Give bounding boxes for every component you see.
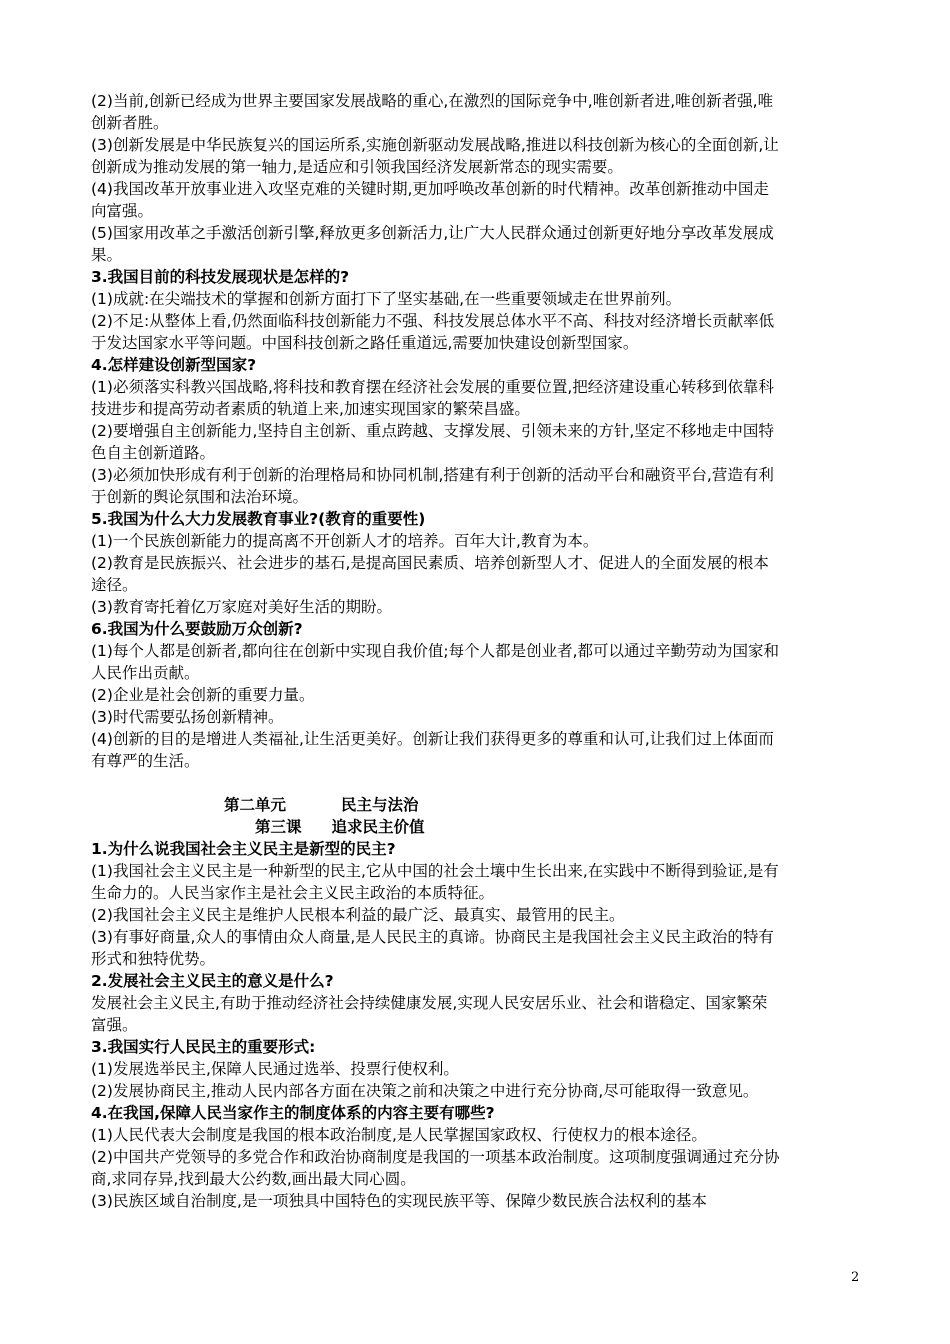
question-heading: 4.怎样建设创新型国家? (91, 356, 257, 374)
lesson-label: 第三课 (255, 818, 302, 836)
paragraph: (2)教育是民族振兴、社会进步的基石,是提高国民素质、培养创新型人才、促进人的全面发展的根本途径。 (91, 554, 769, 594)
question-heading: 6.我国为什么要鼓励万众创新? (91, 620, 303, 638)
unit-title: 民主与法治 (341, 796, 419, 814)
paragraph: (2)中国共产党领导的多党合作和政治协商制度是我国的一项基本政治制度。这项制度强调通过充分协商,求同存异,找到最大公约数,画出最大同心圆。 (91, 1148, 780, 1188)
paragraph: (3)创新发展是中华民族复兴的国运所系,实施创新驱动发展战略,推进以科技创新为核心的全面创新,让创新成为推动发展的第一轴力,是适应和引领我国经济发展新常态的现实需要。 (91, 136, 779, 176)
document-body (91, 90, 781, 1212)
paragraph: (3)必须加快形成有利于创新的治理格局和协同机制,搭建有利于创新的活动平台和融资平台,营造有利于创新的舆论氛围和法治环境。 (91, 466, 774, 506)
paragraph: (4)创新的目的是增进人类福祉,让生活更美好。创新让我们获得更多的尊重和认可,让我们过上体面而有尊严的生活。 (91, 730, 774, 770)
paragraph: (2)企业是社会创新的重要力量。 (91, 686, 315, 704)
paragraph: 发展社会主义民主,有助于推动经济社会持续健康发展,实现人民安居乐业、社会和谐稳定、国家繁荣富强。 (91, 994, 768, 1034)
paragraph: (1)每个人都是创新者,都向往在创新中实现自我价值;每个人都是创业者,都可以通过辛勤劳动为国家和人民作出贡献。 (91, 642, 780, 682)
paragraph: (2)不足:从整体上看,仍然面临科技创新能力不强、科技发展总体水平不高、科技对经济增长贡献率低于发达国家水平等问题。中国科技创新之路任重道远,需要加快建设创新型国家。 (91, 312, 775, 352)
paragraph: (2)当前,创新已经成为世界主要国家发展战略的重心,在激烈的国际竞争中,唯创新者进,唯创新者强,唯创新者胜。 (91, 92, 774, 132)
paragraph: (3)教育寄托着亿万家庭对美好生活的期盼。 (91, 598, 392, 616)
question-heading: 1.为什么说我国社会主义民主是新型的民主? (91, 840, 396, 858)
paragraph: (2)发展协商民主,推动人民内部各方面在决策之前和决策之中进行充分协商,尽可能取得一致意见。 (91, 1082, 759, 1100)
lesson-title-row (91, 816, 781, 838)
paragraph: (1)我国社会主义民主是一种新型的民主,它从中国的社会土壤中生长出来,在实践中不断得到验证,是有生命力的。人民当家作主是社会主义民主政治的本质特征。 (91, 862, 779, 902)
question-heading: 5.我国为什么大力发展教育事业?(教育的重要性) (91, 510, 426, 528)
unit-title-row (91, 794, 781, 816)
paragraph: (3)时代需要弘扬创新精神。 (91, 708, 284, 726)
paragraph: (1)必须落实科教兴国战略,将科技和教育摆在经济社会发展的重要位置,把经济建设重心转移到依靠科技进步和提高劳动者素质的轨道上来,加速实现国家的繁荣昌盛。 (91, 378, 774, 418)
paragraph: (1)一个民族创新能力的提高离不开创新人才的培养。百年大计,教育为本。 (91, 532, 599, 550)
paragraph: (2)我国社会主义民主是维护人民根本利益的最广泛、最真实、最管用的民主。 (91, 906, 625, 924)
paragraph: (1)成就:在尖端技术的掌握和创新方面打下了坚实基础,在一些重要领域走在世界前列。 (91, 290, 682, 308)
section-part-1 (91, 90, 781, 772)
question-heading: 3.我国实行人民民主的重要形式: (91, 1038, 316, 1056)
lesson-title: 追求民主价值 (331, 818, 425, 836)
paragraph: (3)有事好商量,众人的事情由众人商量,是人民民主的真谛。协商民主是我国社会主义民主政治的特有形式和独特优势。 (91, 928, 774, 968)
question-heading: 2.发展社会主义民主的意义是什么? (91, 972, 334, 990)
paragraph: (1)发展选举民主,保障人民通过选举、投票行使权利。 (91, 1060, 459, 1078)
unit-label: 第二单元 (224, 796, 287, 814)
paragraph: (1)人民代表大会制度是我国的根本政治制度,是人民掌握国家政权、行使权力的根本途径。 (91, 1126, 707, 1144)
paragraph: (4)我国改革开放事业进入攻坚克难的关键时期,更加呼唤改革创新的时代精神。改革创新推动中国走向富强。 (91, 180, 769, 220)
paragraph: (2)要增强自主创新能力,坚持自主创新、重点跨越、支撑发展、引领未来的方针,坚定不移地走中国特色自主创新道路。 (91, 422, 774, 462)
unit-header (91, 794, 781, 838)
paragraph: (3)民族区域自治制度,是一项独具中国特色的实现民族平等、保障少数民族合法权利的基本 (91, 1192, 707, 1210)
question-heading: 4.在我国,保障人民当家作主的制度体系的内容主要有哪些? (91, 1104, 495, 1122)
page-number: 2 (851, 1270, 860, 1285)
paragraph: (5)国家用改革之手激活创新引擎,释放更多创新活力,让广大人民群众通过创新更好地分享改革发展成果。 (91, 224, 774, 264)
section-part-2 (91, 838, 781, 1212)
question-heading: 3.我国目前的科技发展现状是怎样的? (91, 268, 350, 286)
